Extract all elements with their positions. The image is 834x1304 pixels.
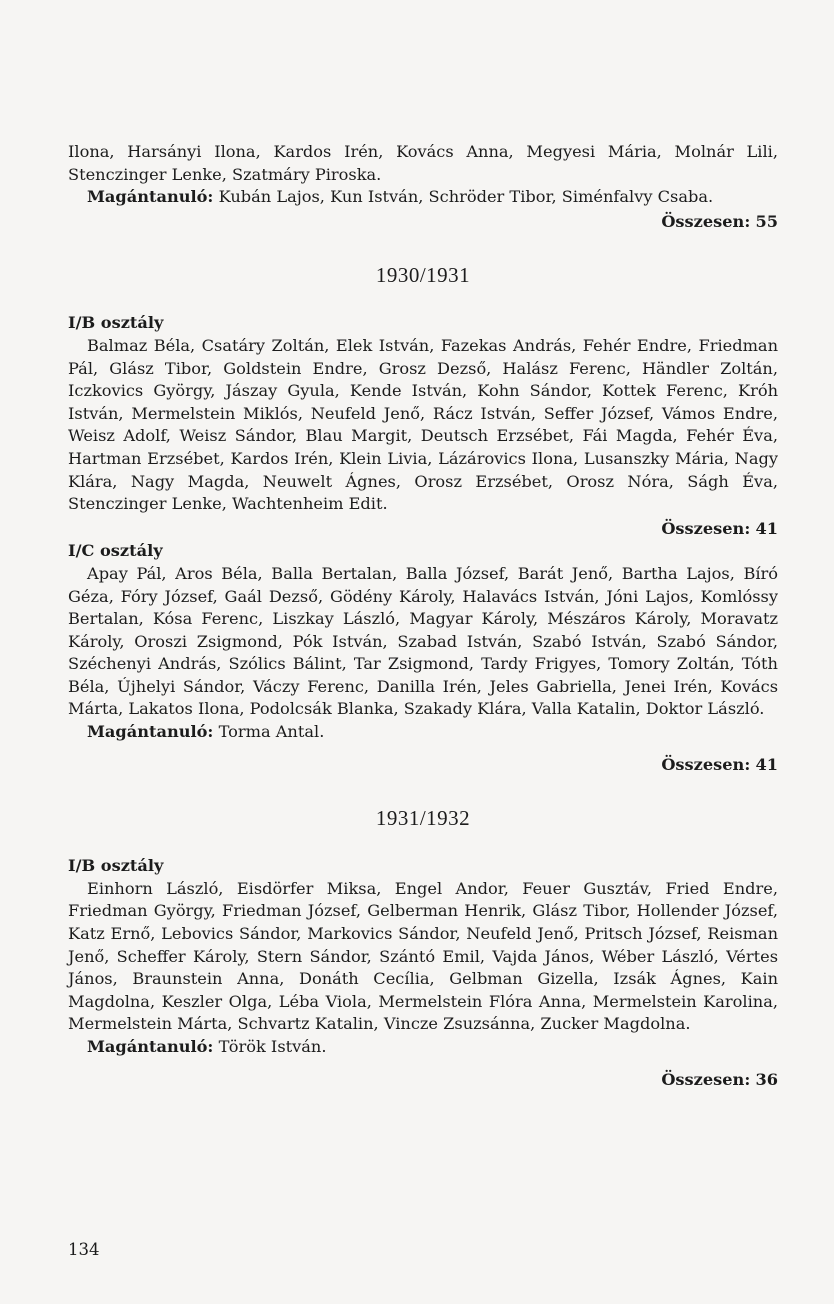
total-label: Összesen:	[661, 754, 751, 774]
total-value: 55	[755, 211, 778, 231]
total-value: 41	[755, 518, 778, 538]
private-students-label: Magántanuló:	[87, 187, 214, 207]
private-students-line	[68, 721, 778, 744]
total-value: 41	[755, 754, 778, 774]
private-students-names: Török István.	[218, 1037, 327, 1056]
class-names: Apay Pál, Aros Béla, Balla Bertalan, Balla József, Barát Jenő, Bartha Lajos, Bíró Géza, Fóry József, Gaál Dezső, Gödény Károly, Halavács István, Jóni Lajos, Komlóssy Bertalan, Kósa Ferenc, Liszkay László, Magyar Károly, Mészáros Károly, Moravatz Károly, Oroszi Zsigmond, Pók István, Szabad István, Szabó István, Szabó Sándor, Széchenyi András, Szólics Bálint, Tar Zsigmond, Tardy Frigyes, Tomory Zoltán, Tóth Béla, Újhelyi Sándor, Váczy Ferenc, Danilla Irén, Jeles Gabriella, Jenei Irén, Kovács Márta, Lakatos Ilona, Podolcsák Blanka, Szakady Klára, Valla Katalin, Doktor László.	[68, 563, 778, 719]
year-heading: 1930/1931	[375, 263, 471, 288]
total-line	[68, 1069, 778, 1092]
page-number: 134	[68, 1240, 100, 1259]
class-heading: I/B osztály	[68, 313, 164, 333]
document-page	[68, 141, 778, 1091]
private-students-label: Magántanuló:	[87, 1037, 214, 1056]
total-label: Összesen:	[661, 211, 751, 231]
total-label: Összesen:	[661, 518, 751, 538]
class-names: Einhorn László, Eisdörfer Miksa, Engel Andor, Feuer Gusztáv, Fried Endre, Friedman György, Friedman József, Gelberman Henrik, Glász Tibor, Hollender József, Katz Ernő, Lebovics Sándor, Markovics Sándor, Neufeld Jenő, Pritsch József, Reisman Jenő, Scheffer Károly, Stern Sándor, Szántó Emil, Vajda János, Wéber László, Vértes János, Braunstein Anna, Donáth Cecília, Gelbman Gizella, Izsák Ágnes, Kain Magdolna, Keszler Olga, Léba Viola, Mermelstein Flóra Anna, Mermelstein Karolina, Mermelstein Márta, Schvartz Katalin, Vincze Zsuzsánna, Zucker Magdolna.	[68, 878, 778, 1034]
total-line	[68, 754, 778, 777]
year-heading: 1931/1932	[375, 806, 471, 831]
total-line	[68, 211, 778, 234]
private-students-names: Torma Antal.	[218, 722, 325, 742]
private-students-line	[68, 1036, 778, 1059]
private-students-line	[68, 186, 778, 209]
class-heading: I/C osztály	[68, 541, 163, 561]
total-line	[68, 518, 778, 541]
private-students-names: Kubán Lajos, Kun István, Schröder Tibor, Siménfalvy Csaba.	[218, 187, 714, 207]
private-students-label: Magántanuló:	[87, 722, 214, 742]
class-names: Balmaz Béla, Csatáry Zoltán, Elek István, Fazekas András, Fehér Endre, Friedman Pál, Glász Tibor, Goldstein Endre, Grosz Dezső, Halász Ferenc, Händler Zoltán, Iczkovics György, Jászay Gyula, Kende István, Kohn Sándor, Kottek Ferenc, Króh István, Mermelstein Miklós, Neufeld Jenő, Rácz István, Seffer József, Vámos Endre, Weisz Adolf, Weisz Sándor, Blau Margit, Deutsch Erzsébet, Fái Magda, Fehér Éva, Hartman Erzsébet, Kardos Irén, Klein Livia, Lázárovics Ilona, Lusanszky Mária, Nagy Klára, Nagy Magda, Neuwelt Ágnes, Orosz Erzsébet, Orosz Nóra, Ságh Éva, Stenczinger Lenke, Wachtenheim Edit.	[68, 335, 778, 514]
total-value: 36	[755, 1069, 778, 1089]
continuation-names: Ilona, Harsányi Ilona, Kardos Irén, Kovács Anna, Megyesi Mária, Molnár Lili, Stenczinger Lenke, Szatmáry Piroska.	[68, 142, 778, 184]
class-heading: I/B osztály	[68, 856, 164, 876]
total-label: Összesen:	[661, 1069, 751, 1089]
